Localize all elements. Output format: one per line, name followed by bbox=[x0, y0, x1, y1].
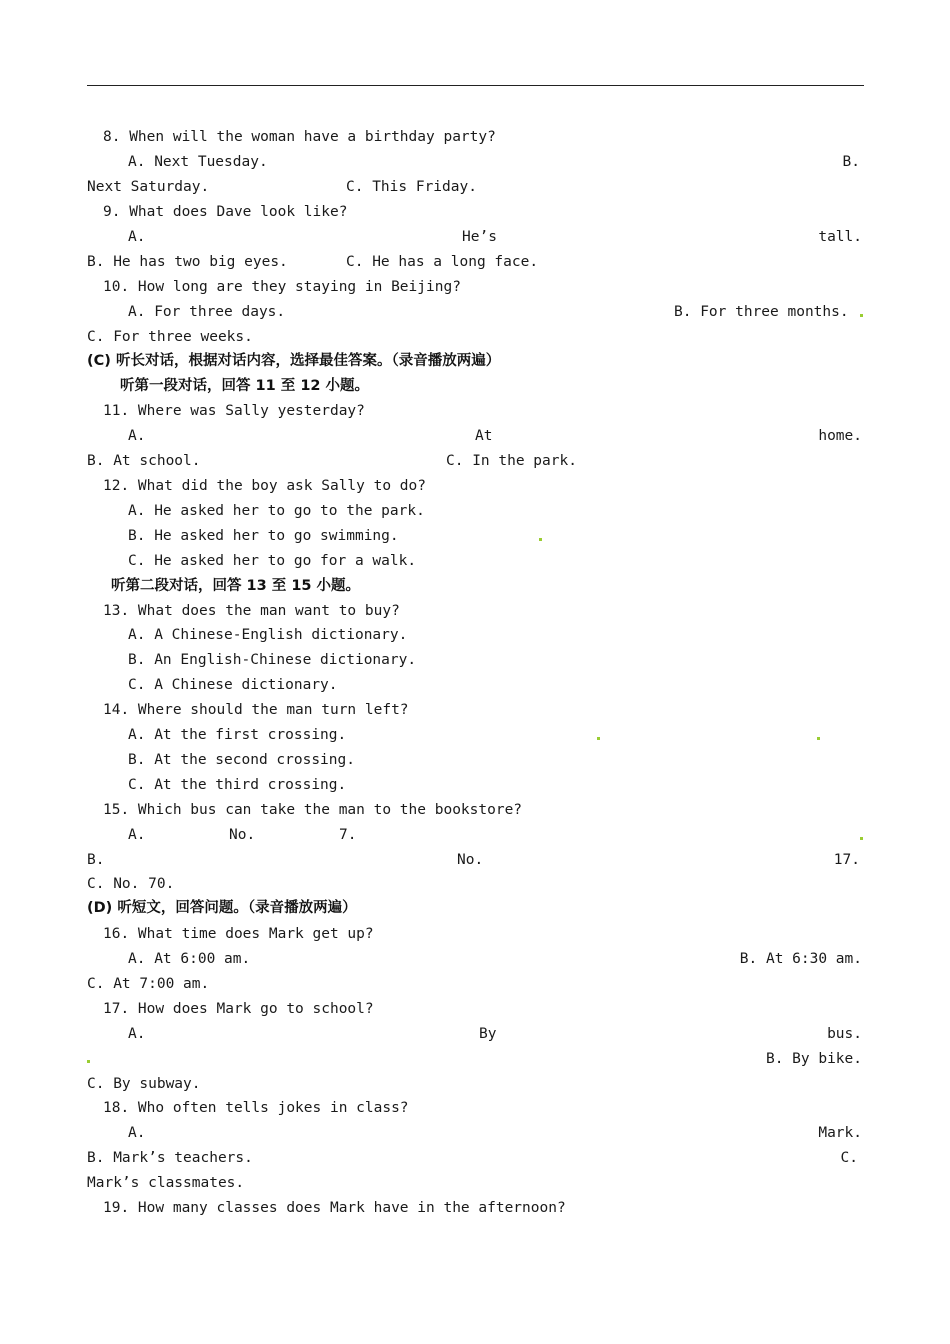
question-10-option-b: B. For three months. bbox=[674, 304, 849, 320]
speck-mark bbox=[539, 538, 542, 541]
question-18-option-b: B. Mark’s teachers. bbox=[87, 1150, 253, 1166]
question-18-option-a-tag: A. bbox=[128, 1125, 146, 1141]
header-rule bbox=[87, 85, 864, 86]
question-13-stem: 13. What does the man want to buy? bbox=[103, 603, 400, 619]
question-16-option-b: B. At 6:30 am. bbox=[739, 951, 862, 967]
question-17-option-a-mid: By bbox=[479, 1026, 497, 1042]
question-10-option-c: C. For three weeks. bbox=[87, 329, 253, 345]
section-c-subheader-1: 听第一段对话，回答 11 至 12 小题。 bbox=[120, 378, 370, 394]
question-17-option-b: B. By bike. bbox=[765, 1051, 862, 1067]
question-15-stem: 15. Which bus can take the man to the bookstore? bbox=[103, 802, 523, 818]
question-8-stem: 8. When will the woman have a birthday party? bbox=[103, 129, 496, 145]
speck-mark bbox=[597, 737, 600, 740]
question-18-option-c-tag: C. bbox=[840, 1150, 858, 1166]
question-16-option-a: A. At 6:00 am. bbox=[128, 951, 251, 967]
section-c-subheader-2: 听第二段对话，回答 13 至 15 小题。 bbox=[111, 578, 361, 594]
speck-mark bbox=[860, 314, 863, 317]
question-9-option-c: C. He has a long face. bbox=[346, 254, 539, 270]
question-8-option-c: C. This Friday. bbox=[346, 179, 477, 195]
question-19-stem: 19. How many classes does Mark have in the afternoon? bbox=[103, 1200, 566, 1216]
question-15-option-b-tag: B. bbox=[87, 852, 105, 868]
speck-mark bbox=[817, 737, 820, 740]
question-17-option-c: C. By subway. bbox=[87, 1076, 201, 1092]
question-8-option-a: A. Next Tuesday. bbox=[128, 154, 268, 170]
question-12-stem: 12. What did the boy ask Sally to do? bbox=[103, 478, 427, 494]
question-14-option-c: C. At the third crossing. bbox=[128, 777, 347, 793]
question-17-stem: 17. How does Mark go to school? bbox=[103, 1001, 374, 1017]
speck-mark bbox=[87, 1060, 90, 1063]
question-15-option-a-num: 7. bbox=[339, 827, 357, 843]
question-13-option-c: C. A Chinese dictionary. bbox=[128, 677, 338, 693]
question-16-stem: 16. What time does Mark get up? bbox=[103, 926, 374, 942]
question-11-option-a-tag: A. bbox=[128, 428, 146, 444]
question-11-option-a-mid: At bbox=[475, 428, 493, 444]
question-15-option-a-tag: A. bbox=[128, 827, 146, 843]
question-11-option-c: C. In the park. bbox=[446, 453, 577, 469]
question-12-option-c: C. He asked her to go for a walk. bbox=[128, 553, 417, 569]
question-9-stem: 9. What does Dave look like? bbox=[103, 204, 348, 220]
question-17-option-a-end: bus. bbox=[827, 1026, 862, 1042]
question-18-option-c-text: Mark’s classmates. bbox=[87, 1175, 245, 1191]
question-12-option-a: A. He asked her to go to the park. bbox=[128, 503, 425, 519]
question-9-option-a-tag: A. bbox=[128, 229, 146, 245]
question-12-option-b: B. He asked her to go swimming. bbox=[128, 528, 399, 544]
question-13-option-a: A. A Chinese-English dictionary. bbox=[128, 627, 408, 643]
question-15-option-b-no: No. bbox=[457, 852, 484, 868]
question-8-option-b-text: Next Saturday. bbox=[87, 179, 210, 195]
section-c-header: (C) 听长对话，根据对话内容，选择最佳答案。（录音播放两遍） bbox=[87, 353, 501, 369]
question-10-stem: 10. How long are they staying in Beijing? bbox=[103, 279, 461, 295]
question-10-option-a: A. For three days. bbox=[128, 304, 286, 320]
question-15-option-a-no: No. bbox=[229, 827, 256, 843]
question-18-stem: 18. Who often tells jokes in class? bbox=[103, 1100, 409, 1116]
section-d-header: (D) 听短文，回答问题。（录音播放两遍） bbox=[87, 900, 357, 916]
question-11-option-b: B. At school. bbox=[87, 453, 201, 469]
question-9-option-b: B. He has two big eyes. bbox=[87, 254, 288, 270]
question-15-option-b-num: 17. bbox=[833, 852, 860, 868]
question-16-option-c: C. At 7:00 am. bbox=[87, 976, 210, 992]
question-9-option-a-mid: He’s bbox=[462, 229, 497, 245]
question-14-stem: 14. Where should the man turn left? bbox=[103, 702, 409, 718]
question-8-option-b-tag: B. bbox=[842, 154, 860, 170]
question-11-stem: 11. Where was Sally yesterday? bbox=[103, 403, 365, 419]
question-14-option-a: A. At the first crossing. bbox=[128, 727, 347, 743]
question-17-option-a-tag: A. bbox=[128, 1026, 146, 1042]
question-15-option-c: C. No. 70. bbox=[87, 876, 175, 892]
question-13-option-b: B. An English-Chinese dictionary. bbox=[128, 652, 417, 668]
question-9-option-a-end: tall. bbox=[818, 229, 862, 245]
speck-mark bbox=[860, 837, 863, 840]
question-18-option-a-end: Mark. bbox=[818, 1125, 862, 1141]
question-11-option-a-end: home. bbox=[818, 428, 862, 444]
question-14-option-b: B. At the second crossing. bbox=[128, 752, 355, 768]
